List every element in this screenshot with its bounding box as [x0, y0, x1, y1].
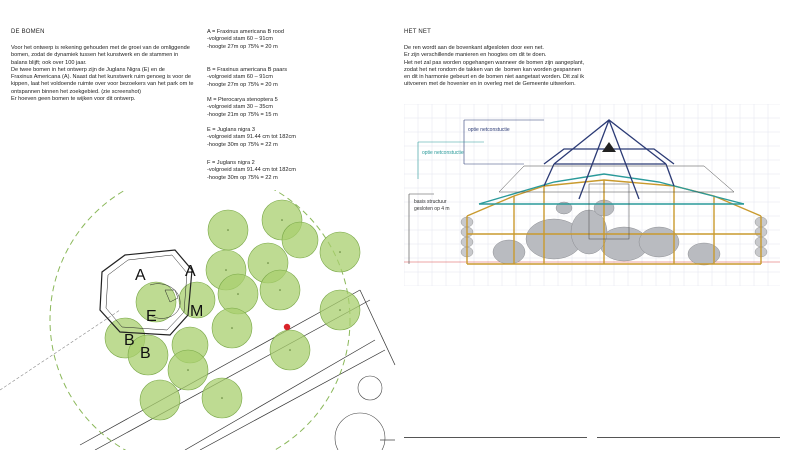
species-line: -hoogte 30m op 75% = 22 m	[207, 174, 278, 181]
plan-label-b: B	[140, 345, 151, 362]
species-line: F = Juglans nigra 2	[207, 160, 255, 166]
paragraph-line: Voor het ontwerp is rekening gehouden met de groei van de omliggende	[11, 45, 190, 51]
species-line: -volgroeid stam 30 – 35cm	[207, 104, 273, 111]
outline-circle	[335, 413, 385, 450]
species-line: -hoogte 27m op 75% = 20 m	[207, 81, 278, 88]
paragraph-line: balans blijft; ook over 100 jaar.	[11, 59, 87, 66]
species-line: -volgroeid stam 91.44 cm tot 182cm	[207, 134, 296, 141]
paragraph-line: De ren wordt aan de bovenkant afgesloten door een net.	[404, 45, 544, 51]
label-base-structure-height: gesloten op 4 m	[414, 206, 450, 212]
label-base-structure: basis structuur	[414, 199, 447, 205]
species-line: -hoogte 30m op 75% = 22 m	[207, 141, 278, 148]
species-line: A = Fraxinus americana B rood	[207, 29, 284, 35]
right-paragraph	[404, 45, 584, 89]
outline-circle	[358, 376, 382, 400]
tree-canopy	[140, 380, 180, 420]
species-line: -volgroeid stam 60 – 91cm	[207, 36, 273, 43]
bottom-rule-right	[597, 437, 780, 438]
label-mid-net-option: optie netconstuctie	[422, 150, 464, 156]
paragraph-line: Er hoeven geen bomen te wijken voor dit ontwerp.	[11, 96, 136, 103]
paragraph-line: Fraxinus Americana (A). Naast dat het kunstwerk ruim genoeg is voor de	[11, 74, 192, 81]
left-heading: DE BOMEN	[11, 29, 45, 35]
paragraph-line: Het net zal pas worden opgehangen wanneer de bomen zijn aangeplant,	[404, 59, 585, 66]
right-heading: HET NET	[404, 29, 431, 35]
left-paragraph	[11, 45, 194, 103]
species-block	[207, 160, 296, 182]
paragraph-line: bomen, zodat de dynamiek tussen het kunstwerk en de stammen in	[11, 52, 179, 59]
paragraph-line: De twee bomen in het ontwerp zijn de Juglans Nigra (E) en de	[11, 66, 165, 73]
species-line: -volgroeid stam 60 – 91cm	[207, 74, 273, 81]
plan-label-e: E	[146, 308, 157, 325]
species-block	[207, 67, 287, 89]
paragraph-line: uitvoeren met de hovenier en in overleg met de Gemeente uitwerken.	[404, 81, 576, 88]
tree-canopy	[282, 222, 318, 258]
paragraph-line: Er zijn verschillende manieren en hoogtes om dit te doen.	[404, 52, 547, 59]
species-line: B = Fraxinus americana B paars	[207, 67, 288, 73]
species-line: M = Pterocarya stenoptera 5	[207, 97, 278, 103]
species-line: E = Juglans nigra 3	[207, 127, 256, 133]
plan-label-a: A	[135, 267, 146, 284]
site-plan	[0, 190, 400, 450]
paragraph-line: kippen, laat het voldoende ruimte over voor bezoekers van het park om te	[11, 81, 194, 88]
plan-label-b: B	[124, 332, 135, 349]
elevation-drawing	[404, 104, 780, 286]
plan-label-a: A	[185, 263, 196, 280]
paragraph-line: ontspannen binnen het zoekgebied. (zie screenshot)	[11, 88, 141, 95]
red-marker	[284, 324, 290, 330]
label-top-net-option: optie netconstuctie	[468, 127, 510, 133]
dashed-axis	[0, 310, 120, 390]
species-line: -hoogte 21m op 75% = 15 m	[207, 111, 278, 118]
species-line: -hoogte 27m op 75% = 20 m	[207, 43, 278, 50]
species-line: -volgroeid stam 91.44 cm tot 182cm	[207, 167, 296, 174]
paragraph-line: en dit in harmonie gebeurt en de bomen niet aangetast worden. Dit zal ik	[404, 74, 585, 81]
species-block	[207, 127, 296, 149]
tree-canopies	[105, 200, 360, 420]
paragraph-line: zodat het net rondom de takken van de bomen kan worden gespannen	[404, 66, 581, 73]
bottom-rule-left	[404, 437, 587, 438]
plan-label-m: M	[190, 303, 204, 320]
species-block	[207, 97, 278, 119]
species-block	[207, 29, 284, 51]
